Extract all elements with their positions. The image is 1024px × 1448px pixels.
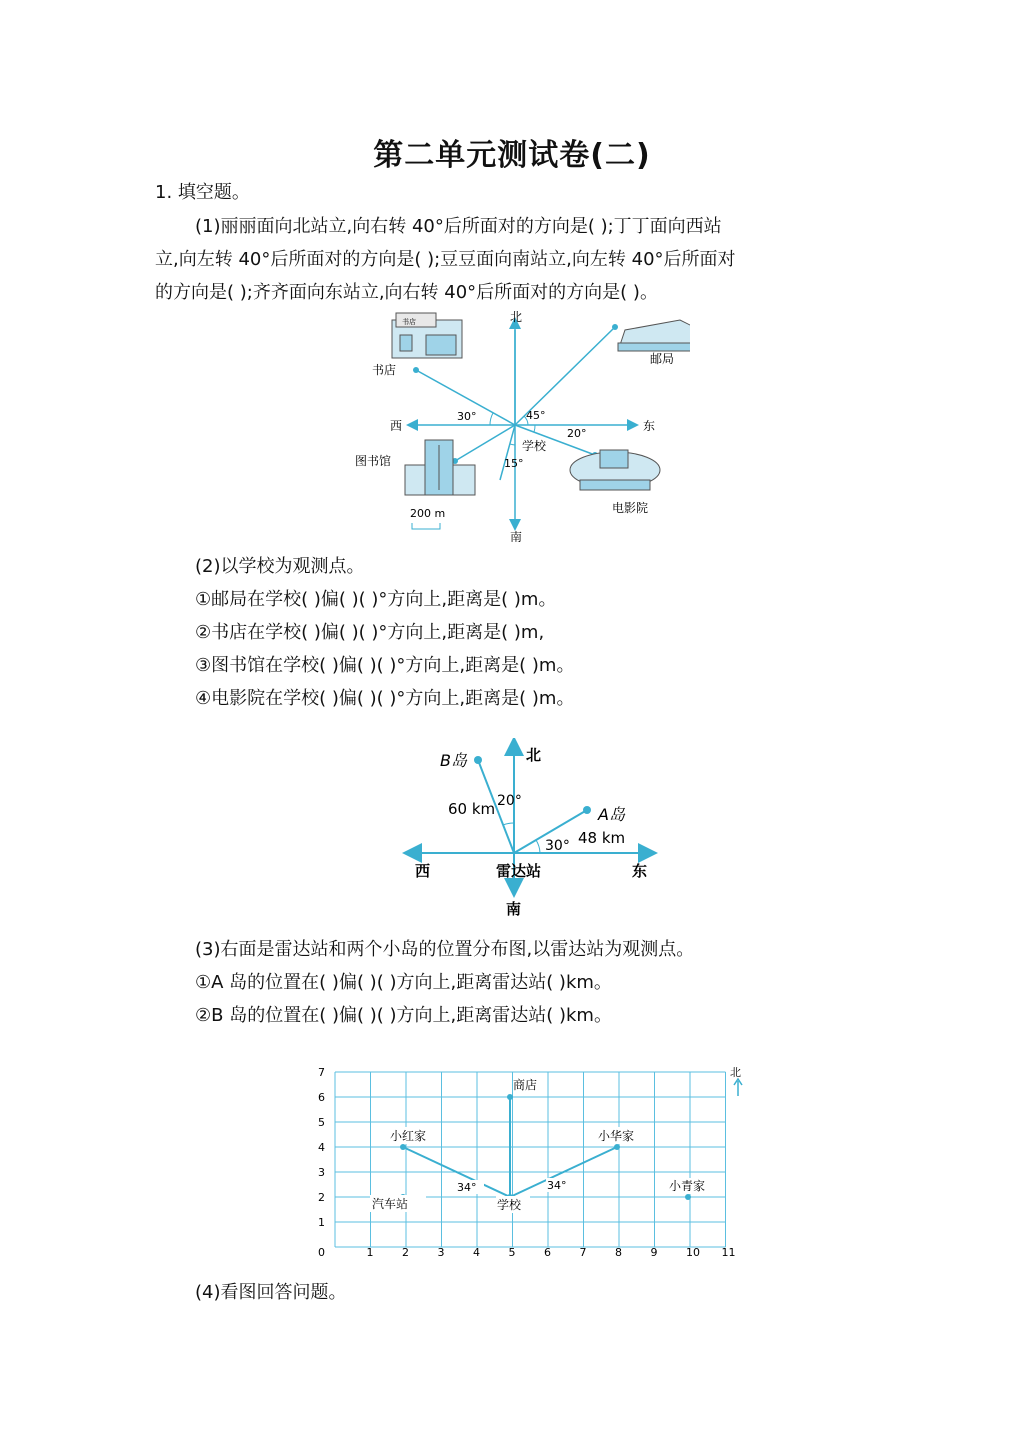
left-angle-label: 34°: [457, 1181, 477, 1194]
angle-20-label: 20°: [567, 427, 587, 440]
x-tick-label: 1: [366, 1246, 374, 1259]
y-tick-label: 1: [318, 1216, 325, 1229]
y-tick-label: 6: [318, 1091, 325, 1104]
radar-station-label: 雷达站: [496, 862, 542, 880]
library-label: 图书馆: [355, 454, 392, 468]
q1-part2-item-3: ③图书馆在学校( )偏( )( )°方向上,距离是( )m。: [195, 655, 575, 676]
angle-30-label: 30°: [457, 410, 477, 423]
svg-text:书店: 书店: [402, 318, 416, 326]
bus-station-label: 汽车站: [372, 1197, 409, 1211]
grid-location-map: [310, 1060, 760, 1265]
y-tick-label: 3: [318, 1166, 325, 1179]
q1-part1-line2: 立,向左转 40°后所面对的方向是( );豆豆面向南站立,向左转 40°后所面对: [155, 249, 736, 270]
x-tick-label: 10: [686, 1246, 700, 1259]
q1-part3-item-1: ①A 岛的位置在( )偏( )( )方向上,距离雷达站( )km。: [195, 972, 612, 993]
cinema-building-icon: [570, 450, 660, 490]
a-island-label: A岛: [598, 805, 625, 824]
radar-station-map: [400, 738, 670, 923]
radar-west-label: 西: [415, 862, 431, 880]
a-distance-label: 48 km: [578, 829, 626, 847]
scale-label: 200 m: [410, 507, 446, 520]
x-tick-label: 9: [650, 1246, 658, 1259]
post-office-label: 邮局: [650, 352, 675, 366]
y-tick-label: 2: [318, 1191, 325, 1204]
y-axis-ticks: [318, 1066, 325, 1229]
q1-part3-intro: (3)右面是雷达站和两个小岛的位置分布图,以雷达站为观测点。: [195, 939, 695, 960]
y-tick-label: 5: [318, 1116, 325, 1129]
grid-school-label: 学校: [497, 1198, 522, 1212]
q1-part2-item-4: ④电影院在学校( )偏( )( )°方向上,距离是( )m。: [195, 688, 575, 709]
x-tick-label: 5: [508, 1246, 516, 1259]
q1-part3-item-2: ②B 岛的位置在( )偏( )( )方向上,距离雷达站( )km。: [195, 1005, 612, 1026]
bookstore-label: 书店: [372, 363, 397, 377]
shop-label: 商店: [513, 1078, 538, 1092]
xiaoqing-label: 小青家: [669, 1179, 706, 1193]
radar-south-label: 南: [506, 900, 522, 918]
x-tick-label: 8: [615, 1246, 622, 1259]
q1-part4-intro: (4)看图回答问题。: [195, 1282, 347, 1303]
school-direction-map: [350, 305, 690, 550]
q1-part1-line1: (1)丽丽面向北站立,向右转 40°后所面对的方向是( );丁丁面向西站: [195, 216, 722, 237]
q1-part1-line3: 的方向是( );齐齐面向东站立,向右转 40°后所面对的方向是( )。: [155, 282, 658, 303]
b-island-label: B岛: [440, 751, 467, 770]
map1-west-label: 西: [390, 419, 403, 433]
b-angle-label: 20°: [497, 793, 522, 809]
q1-part2-item-1: ①邮局在学校( )偏( )( )°方向上,距离是( )m。: [195, 589, 557, 610]
cinema-label: 电影院: [612, 501, 649, 515]
grid-north-label: 北: [730, 1066, 741, 1079]
radar-east-label: 东: [632, 862, 648, 880]
x-tick-label: 3: [437, 1246, 445, 1259]
question-1-heading: 1. 填空题。: [155, 182, 250, 203]
x-tick-label: 6: [544, 1246, 551, 1259]
xiaohua-label: 小华家: [598, 1129, 635, 1143]
map1-south-label: 南: [510, 530, 523, 544]
map1-east-label: 东: [643, 419, 656, 433]
scale-bar: [412, 523, 440, 529]
post-office-building-icon: [618, 320, 690, 351]
q1-part2-intro: (2)以学校为观测点。: [195, 556, 365, 577]
map1-north-label: 北: [510, 310, 523, 324]
angle-15-label: 15°: [504, 457, 524, 470]
angle-45-label: 45°: [526, 409, 546, 422]
right-angle-label: 34°: [547, 1179, 567, 1192]
school-label: 学校: [522, 439, 547, 453]
radar-north-label: 北: [526, 746, 542, 764]
page-title: 第二单元测试卷(二): [373, 138, 651, 173]
x-tick-label: 11: [721, 1246, 736, 1259]
library-building-icon: [405, 440, 475, 495]
grid-lines: [335, 1072, 726, 1247]
x-tick-label: 0: [318, 1246, 325, 1259]
b-distance-label: 60 km: [448, 800, 496, 818]
x-tick-label: 2: [402, 1246, 409, 1259]
xiaohong-label: 小红家: [390, 1129, 427, 1143]
x-tick-label: 4: [473, 1246, 480, 1259]
bookstore-building-icon: [392, 313, 462, 358]
y-tick-label: 7: [318, 1066, 325, 1079]
x-tick-label: 7: [579, 1246, 587, 1259]
q1-part2-item-2: ②书店在学校( )偏( )( )°方向上,距离是( )m,: [195, 622, 545, 643]
y-tick-label: 4: [318, 1141, 325, 1154]
x-axis-ticks: [318, 1246, 736, 1259]
a-angle-label: 30°: [545, 838, 570, 854]
